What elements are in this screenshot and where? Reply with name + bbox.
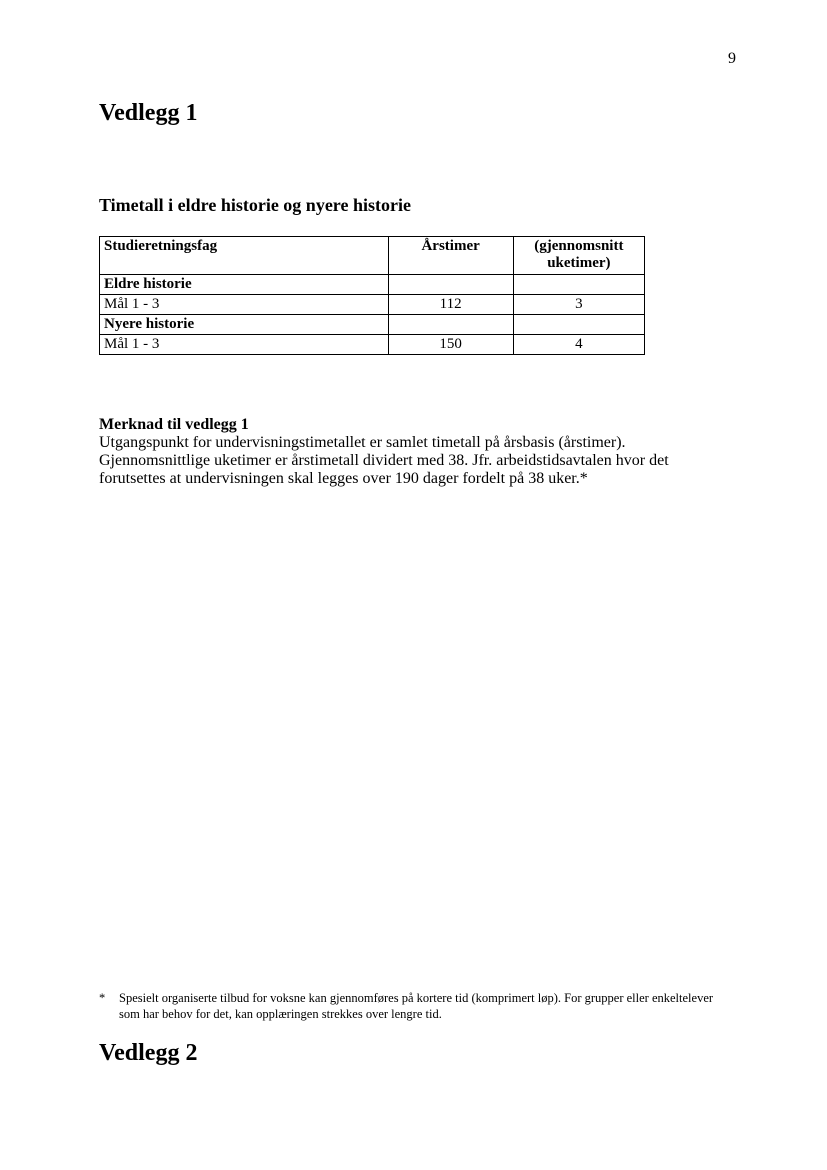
table-header-row	[100, 237, 645, 275]
footnote-mark: *	[99, 991, 106, 1005]
column-header-weekly-hours: (gjennomsnitt uketimer)	[513, 237, 644, 275]
column-header-subject: Studieretningsfag	[100, 237, 389, 275]
footnote	[99, 990, 719, 1022]
weekly-hours-cell	[513, 275, 644, 295]
annual-hours-cell	[388, 275, 513, 295]
row-label: Mål 1 - 3	[100, 295, 389, 315]
appendix-note	[99, 416, 719, 488]
annual-hours-cell	[388, 315, 513, 335]
table-row	[100, 315, 645, 335]
table-row	[100, 335, 645, 355]
row-label: Nyere historie	[100, 315, 389, 335]
annual-hours-cell: 112	[388, 295, 513, 315]
appendix-2-heading: Vedlegg 2	[99, 1040, 198, 1066]
section-title: Timetall i eldre historie og nyere historie	[99, 195, 411, 215]
page-number: 9	[728, 50, 736, 67]
column-header-annual-hours: Årstimer	[388, 237, 513, 275]
table-row	[100, 275, 645, 295]
row-label: Eldre historie	[100, 275, 389, 295]
hours-table	[99, 236, 645, 355]
annual-hours-cell: 150	[388, 335, 513, 355]
appendix-1-heading: Vedlegg 1	[99, 100, 198, 126]
weekly-hours-cell	[513, 315, 644, 335]
row-label: Mål 1 - 3	[100, 335, 389, 355]
note-text: Utgangspunkt for undervisningstimetallet er samlet timetall på årsbasis (årstimer). Gjennomsnittlige uketimer er årstimetall dividert med 38. Jfr. arbeidstidsavtalen hvor det forutsettes at undervisningen skal legges over 190 dager fordelt på 38 uker.*	[99, 434, 669, 487]
table-row	[100, 295, 645, 315]
weekly-hours-cell: 3	[513, 295, 644, 315]
weekly-hours-cell: 4	[513, 335, 644, 355]
note-title: Merknad til vedlegg 1	[99, 416, 249, 433]
footnote-text: Spesielt organiserte tilbud for voksne kan gjennomføres på kortere tid (komprimert løp). For grupper eller enkeltelever som har behov for det, kan opplæringen strekkes over lengre tid.	[119, 991, 714, 1021]
